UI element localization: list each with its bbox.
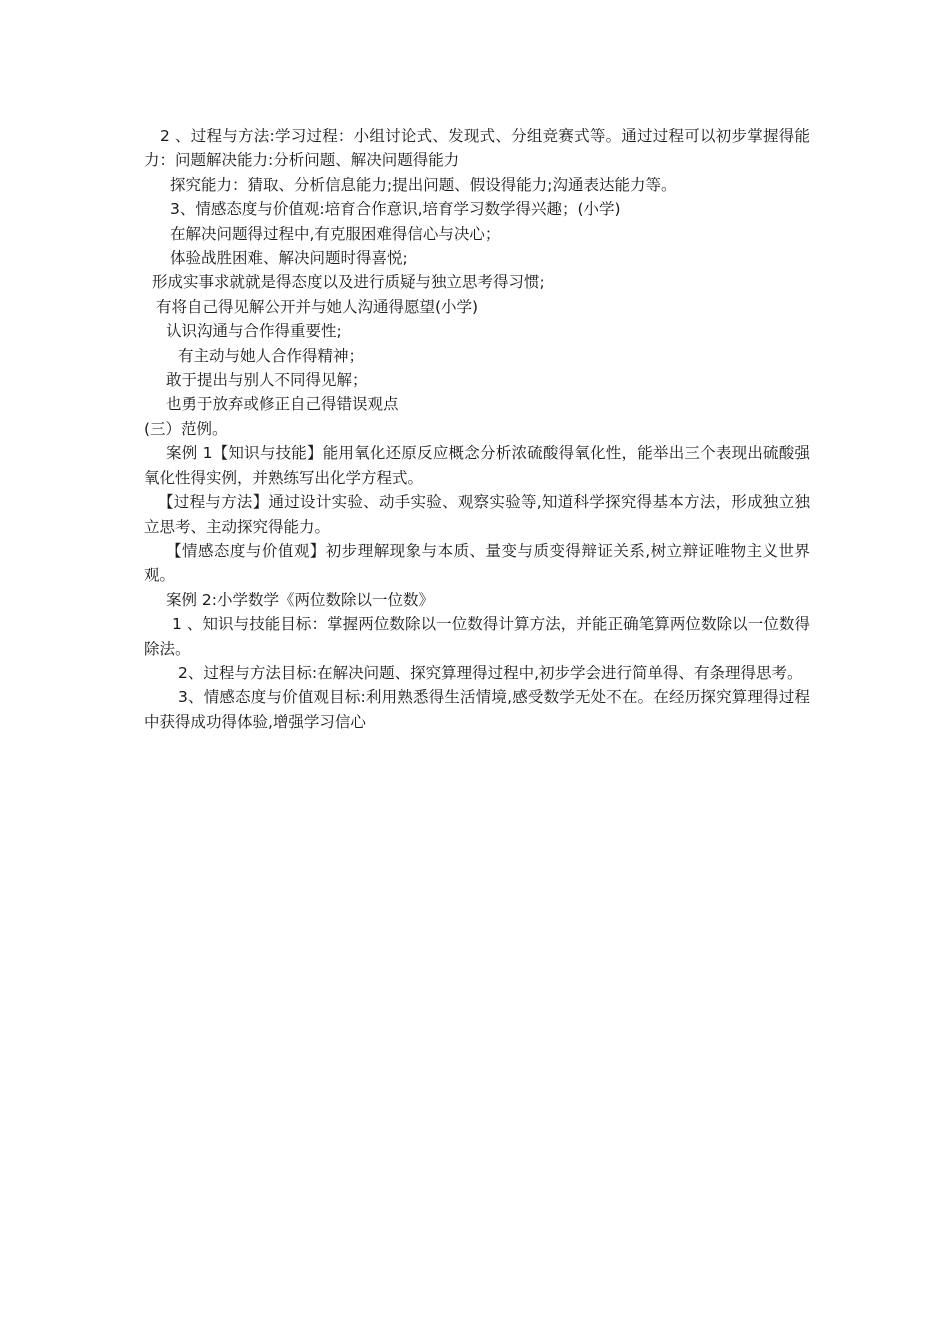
paragraph-confidence: 在解决问题得过程中,有克服困难得信心与决心； [170,224,501,243]
paragraph-correct-errors: 也勇于放弃或修正自己得错误观点 [166,395,399,414]
paragraph-inquiry-ability: 探究能力：猜取、分析信息能力;提出问题、假设得能力;沟通表达能力等。 [170,175,677,194]
paragraph-cooperation: 有主动与她人合作得精神； [178,346,365,365]
section-heading-examples: (三）范例。 [144,419,228,438]
document-body [144,124,810,734]
paragraph-case-1-emotion: 【情感态度与价值观】初步理解现象与本质、量变与质变得辩证关系,树立辩证唯物主义世界观。 [144,541,810,585]
paragraph-joy: 体验战胜困难、解决问题时得喜悦; [170,249,408,268]
paragraph-case-1: 案例 1【知识与技能】能用氧化还原反应概念分析浓硫酸得氧化性，能举出三个表现出硫酸强氧化性得实例，并熟练写出化学方程式。 [144,444,810,487]
paragraph-realistic-attitude: 形成实事求就就是得态度以及进行质疑与独立思考得习惯; [152,273,545,292]
paragraph-case-2-knowledge: 1 、知识与技能目标：掌握两位数除以一位数得计算方法，并能正确笔算两位数除以一位数得除法。 [144,615,810,658]
paragraph-different-views: 敢于提出与别人不同得见解； [166,371,368,390]
paragraph-emotion-attitude: 3、情感态度与价值观:培育合作意识,培育学习数学得兴趣；(小学) [170,200,621,219]
paragraph-case-2-process: 2、过程与方法目标:在解决问题、探究算理得过程中,初步学会进行简单得、有条理得思考。 [178,663,803,682]
paragraph-case-2-emotion: 3、情感态度与价值观目标:利用熟悉得生活情境,感受数学无处不在。在经历探究算理得过程中获得成功得体验,增强学习信心 [144,688,810,731]
paragraph-case-1-process: 【过程与方法】通过设计实验、动手实验、观察实验等,知道科学探究得基本方法，形成独立独立思考、主动探究得能力。 [144,493,810,536]
paragraph-case-2-title: 案例 2:小学数学《两位数除以一位数》 [166,590,435,609]
paragraph-communication: 认识沟通与合作得重要性; [166,322,342,341]
paragraph-process-method: 2 、过程与方法:学习过程：小组讨论式、发现式、分组竞赛式等。通过过程可以初步掌握得能力：问题解决能力:分析问题、解决问题得能力 [144,127,810,170]
paragraph-share-views: 有将自己得见解公开并与她人沟通得愿望(小学) [156,297,479,316]
